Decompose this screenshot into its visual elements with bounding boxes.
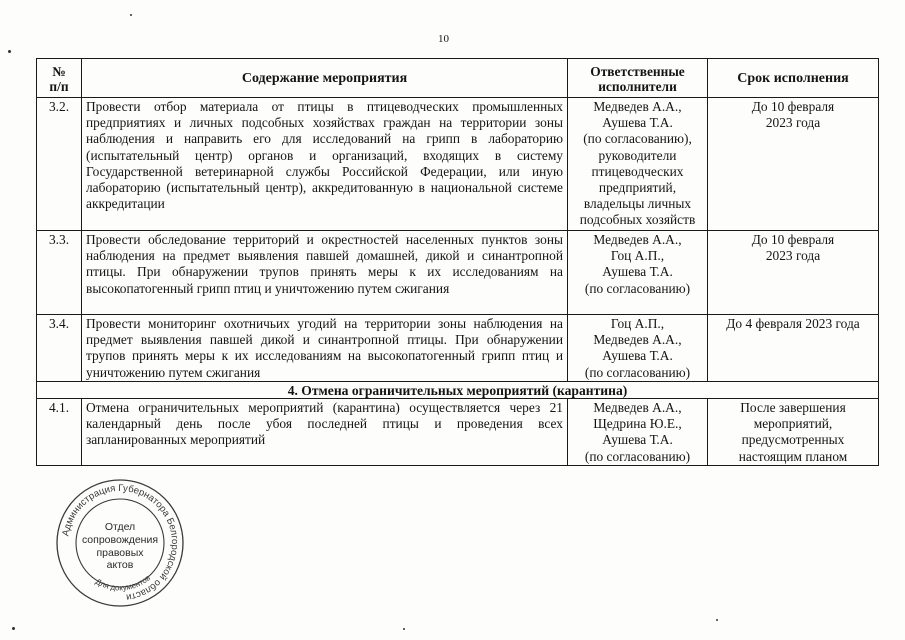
row-responsible: Гоц А.П., Медведев А.А., Аушева Т.А. (по согласованию): [568, 315, 708, 382]
row-deadline: До 4 февраля 2023 года: [708, 315, 879, 382]
scan-speck: [130, 14, 132, 16]
header-deadline: Срок исполнения: [708, 59, 879, 98]
row-deadline: До 10 февраля 2023 года: [708, 231, 879, 315]
plan-table: [36, 58, 879, 466]
stamp-ring-text: Администрация Губернатора Белгородской области: [60, 482, 181, 603]
row-responsible: Медведев А.А., Аушева Т.А. (по согласованию), руководители птицеводческих предприятий, владельцы личных подсобных хозяйств: [568, 98, 708, 231]
row-deadline: После завершения мероприятий, предусмотренных настоящим планом: [708, 399, 879, 466]
row-num: 3.2.: [37, 98, 82, 231]
row-responsible: Медведев А.А., Гоц А.П., Аушева Т.А. (по согласованию): [568, 231, 708, 315]
table-row: [37, 399, 879, 466]
scan-speck: [403, 628, 405, 630]
row-content: Провести отбор материала от птицы в птицеводческих промышленных предприятиях и личных подсобных хозяйствах граждан на территории зоны наблюдения и направить его для исследований на грипп в лабораторию (испытательный центр) органов и организаций, входящих в систему Государственной ветеринарной службы Российской Федерации, или иную лабораторию (испытательный центр), аккредитованную в национальной системе аккредитации: [82, 98, 568, 231]
row-content: Отмена ограничительных мероприятий (карантина) осуществляется через 21 календарный день после убоя последней птицы и проведения всех запланированных мероприятий: [82, 399, 568, 466]
stamp-bottom-text: Для документов: [93, 573, 153, 593]
section-heading-row: [37, 382, 879, 399]
header-num: № п/п: [37, 59, 82, 98]
scan-speck: [12, 627, 15, 630]
header-responsible: Ответственные исполнители: [568, 59, 708, 98]
row-deadline: До 10 февраля 2023 года: [708, 98, 879, 231]
row-num: 4.1.: [37, 399, 82, 466]
table-row: [37, 315, 879, 382]
table-row: [37, 98, 879, 231]
page-number: 10: [438, 33, 449, 45]
stamp-center-text: Отдел сопровождения правовых актов: [81, 521, 159, 572]
official-stamp: [54, 477, 186, 609]
row-num: 3.3.: [37, 231, 82, 315]
scan-speck: [716, 619, 718, 621]
header-content: Содержание мероприятия: [82, 59, 568, 98]
row-content: Провести мониторинг охотничьих угодий на территории зоны наблюдения на предмет выявления павшей дикой и синантропной птицы. При обнаружении трупов принять меры к их исследованиям на высокопатогенный грипп птиц и уничтожению путем сжигания: [82, 315, 568, 382]
table-row: [37, 231, 879, 315]
scan-speck: [8, 50, 11, 53]
section-heading: 4. Отмена ограничительных мероприятий (карантина): [37, 382, 879, 399]
row-num: 3.4.: [37, 315, 82, 382]
table-header-row: [37, 59, 879, 98]
row-content: Провести обследование территорий и окрестностей населенных пунктов зоны наблюдения на предмет выявления павшей домашней, дикой и синантропной птицы. При обнаружении трупов принять меры к их исследованиям на высокопатогенный грипп птиц и уничтожению путем сжигания: [82, 231, 568, 315]
row-responsible: Медведев А.А., Щедрина Ю.Е., Аушева Т.А. (по согласованию): [568, 399, 708, 466]
